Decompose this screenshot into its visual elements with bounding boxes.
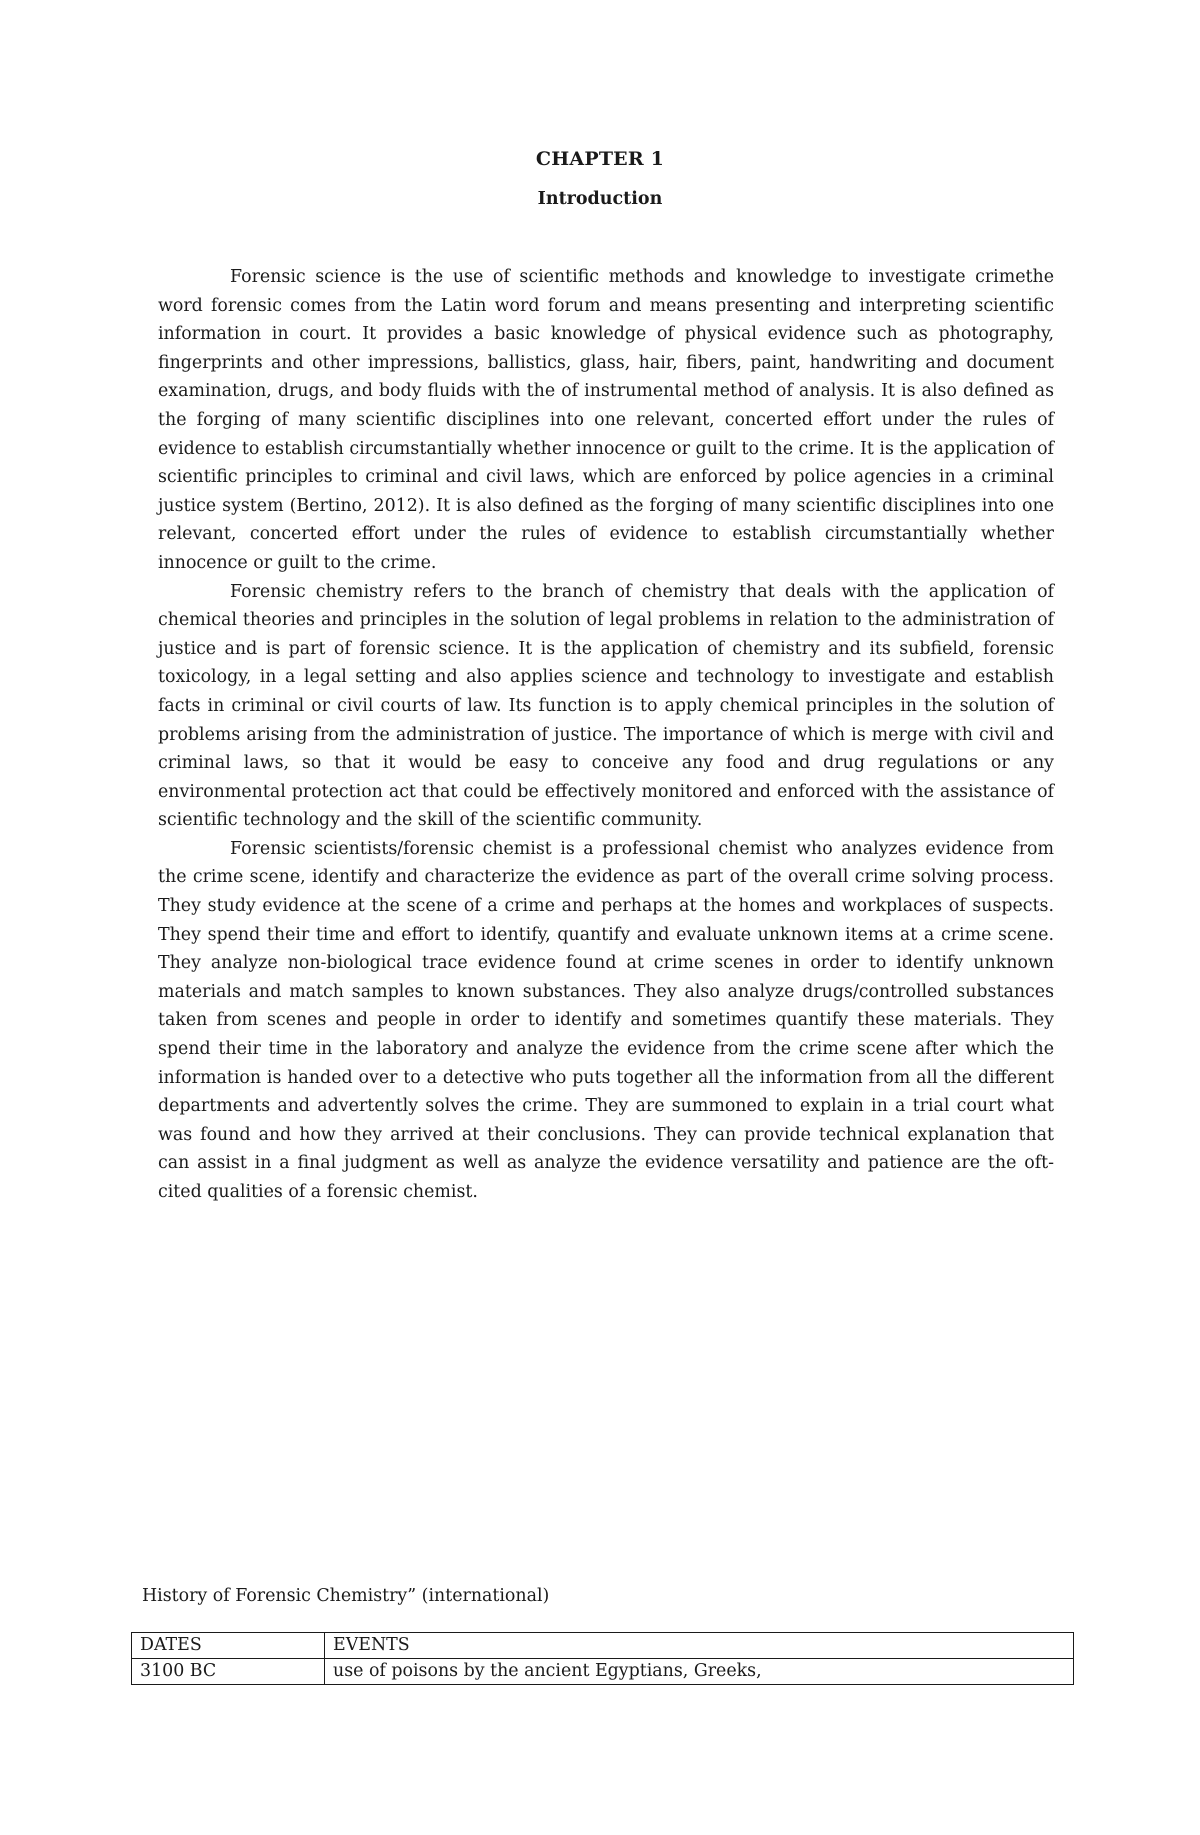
chapter-subtitle: Introduction [537, 189, 663, 209]
row-date: 3100 BC [132, 1659, 325, 1685]
paragraph-forensic-chemist: Forensic scientists/forensic chemist is a professional chemist who analyzes evidence from the crime scene, identify and characterize the evidence as part of the overall crime solving process. They study evidence at the scene of a crime and perhaps at the homes and workplaces of suspects. They spend their time and effort to identify, quantify and evaluate unknown items at a crime scene. They analyze non-biological trace evidence found at crime scenes in order to identify unknown materials and match samples to known substances. They also analyze drugs/controlled substances taken from scenes and people in order to identify and sometimes quantify these materials. They spend their time in the laboratory and analyze the evidence from the crime scene after which the information is handed over to a detective who puts together all the information from all the different departments and advertently solves the crime. They are summoned to explain in a trial court what was found and how they arrived at their conclusions. They can provide technical explanation that can assist in a final judgment as well as analyze the evidence versatility and patience are the oft-cited qualities of a forensic chemist. [158, 838, 1054, 1202]
chapter-title: CHAPTER 1 [535, 148, 665, 170]
header-events: EVENTS [325, 1633, 1074, 1659]
chapter-body [158, 263, 1054, 1207]
table-row [132, 1659, 1074, 1685]
paragraph-forensic-science: Forensic science is the use of scientific methods and knowledge to investigate crimethe word forensic comes from the Latin word forum and means presenting and interpreting scientific information in court. It provides a basic knowledge of physical evidence such as photography, fingerprints and other impressions, ballistics, glass, hair, fibers, paint, handwriting and document examination, drugs, and body fluids with the of instrumental method of analysis. It is also defined as the forging of many scientific disciplines into one relevant, concerted effort under the rules of evidence to establish circumstantially whether innocence or guilt to the crime. It is the application of scientific principles to criminal and civil laws, which are enforced by police agencies in a criminal justice system (Bertino, 2012). It is also defined as the forging of many scientific disciplines into one relevant, concerted effort under the rules of evidence to establish circumstantially whether innocence or guilt to the crime. [158, 267, 1054, 573]
paragraph-forensic-chemistry: Forensic chemistry refers to the branch of chemistry that deals with the application of chemical theories and principles in the solution of legal problems in relation to the administration of justice and is part of forensic science. It is the application of chemistry and its subfield, forensic toxicology, in a legal setting and also applies science and technology to investigate and establish facts in criminal or civil courts of law. Its function is to apply chemical principles in the solution of problems arising from the administration of justice. The importance of which is merge with civil and criminal laws, so that it would be easy to conceive any food and drug regulations or any environmental protection act that could be effectively monitored and enforced with the assistance of scientific technology and the skill of the scientific community. [158, 581, 1054, 831]
header-dates: DATES [132, 1633, 325, 1659]
table-header-row [132, 1633, 1074, 1659]
history-caption: History of Forensic Chemistry” (international) [142, 1586, 550, 1606]
history-table [131, 1632, 1074, 1685]
row-event: use of poisons by the ancient Egyptians, Greeks, [325, 1659, 1074, 1685]
